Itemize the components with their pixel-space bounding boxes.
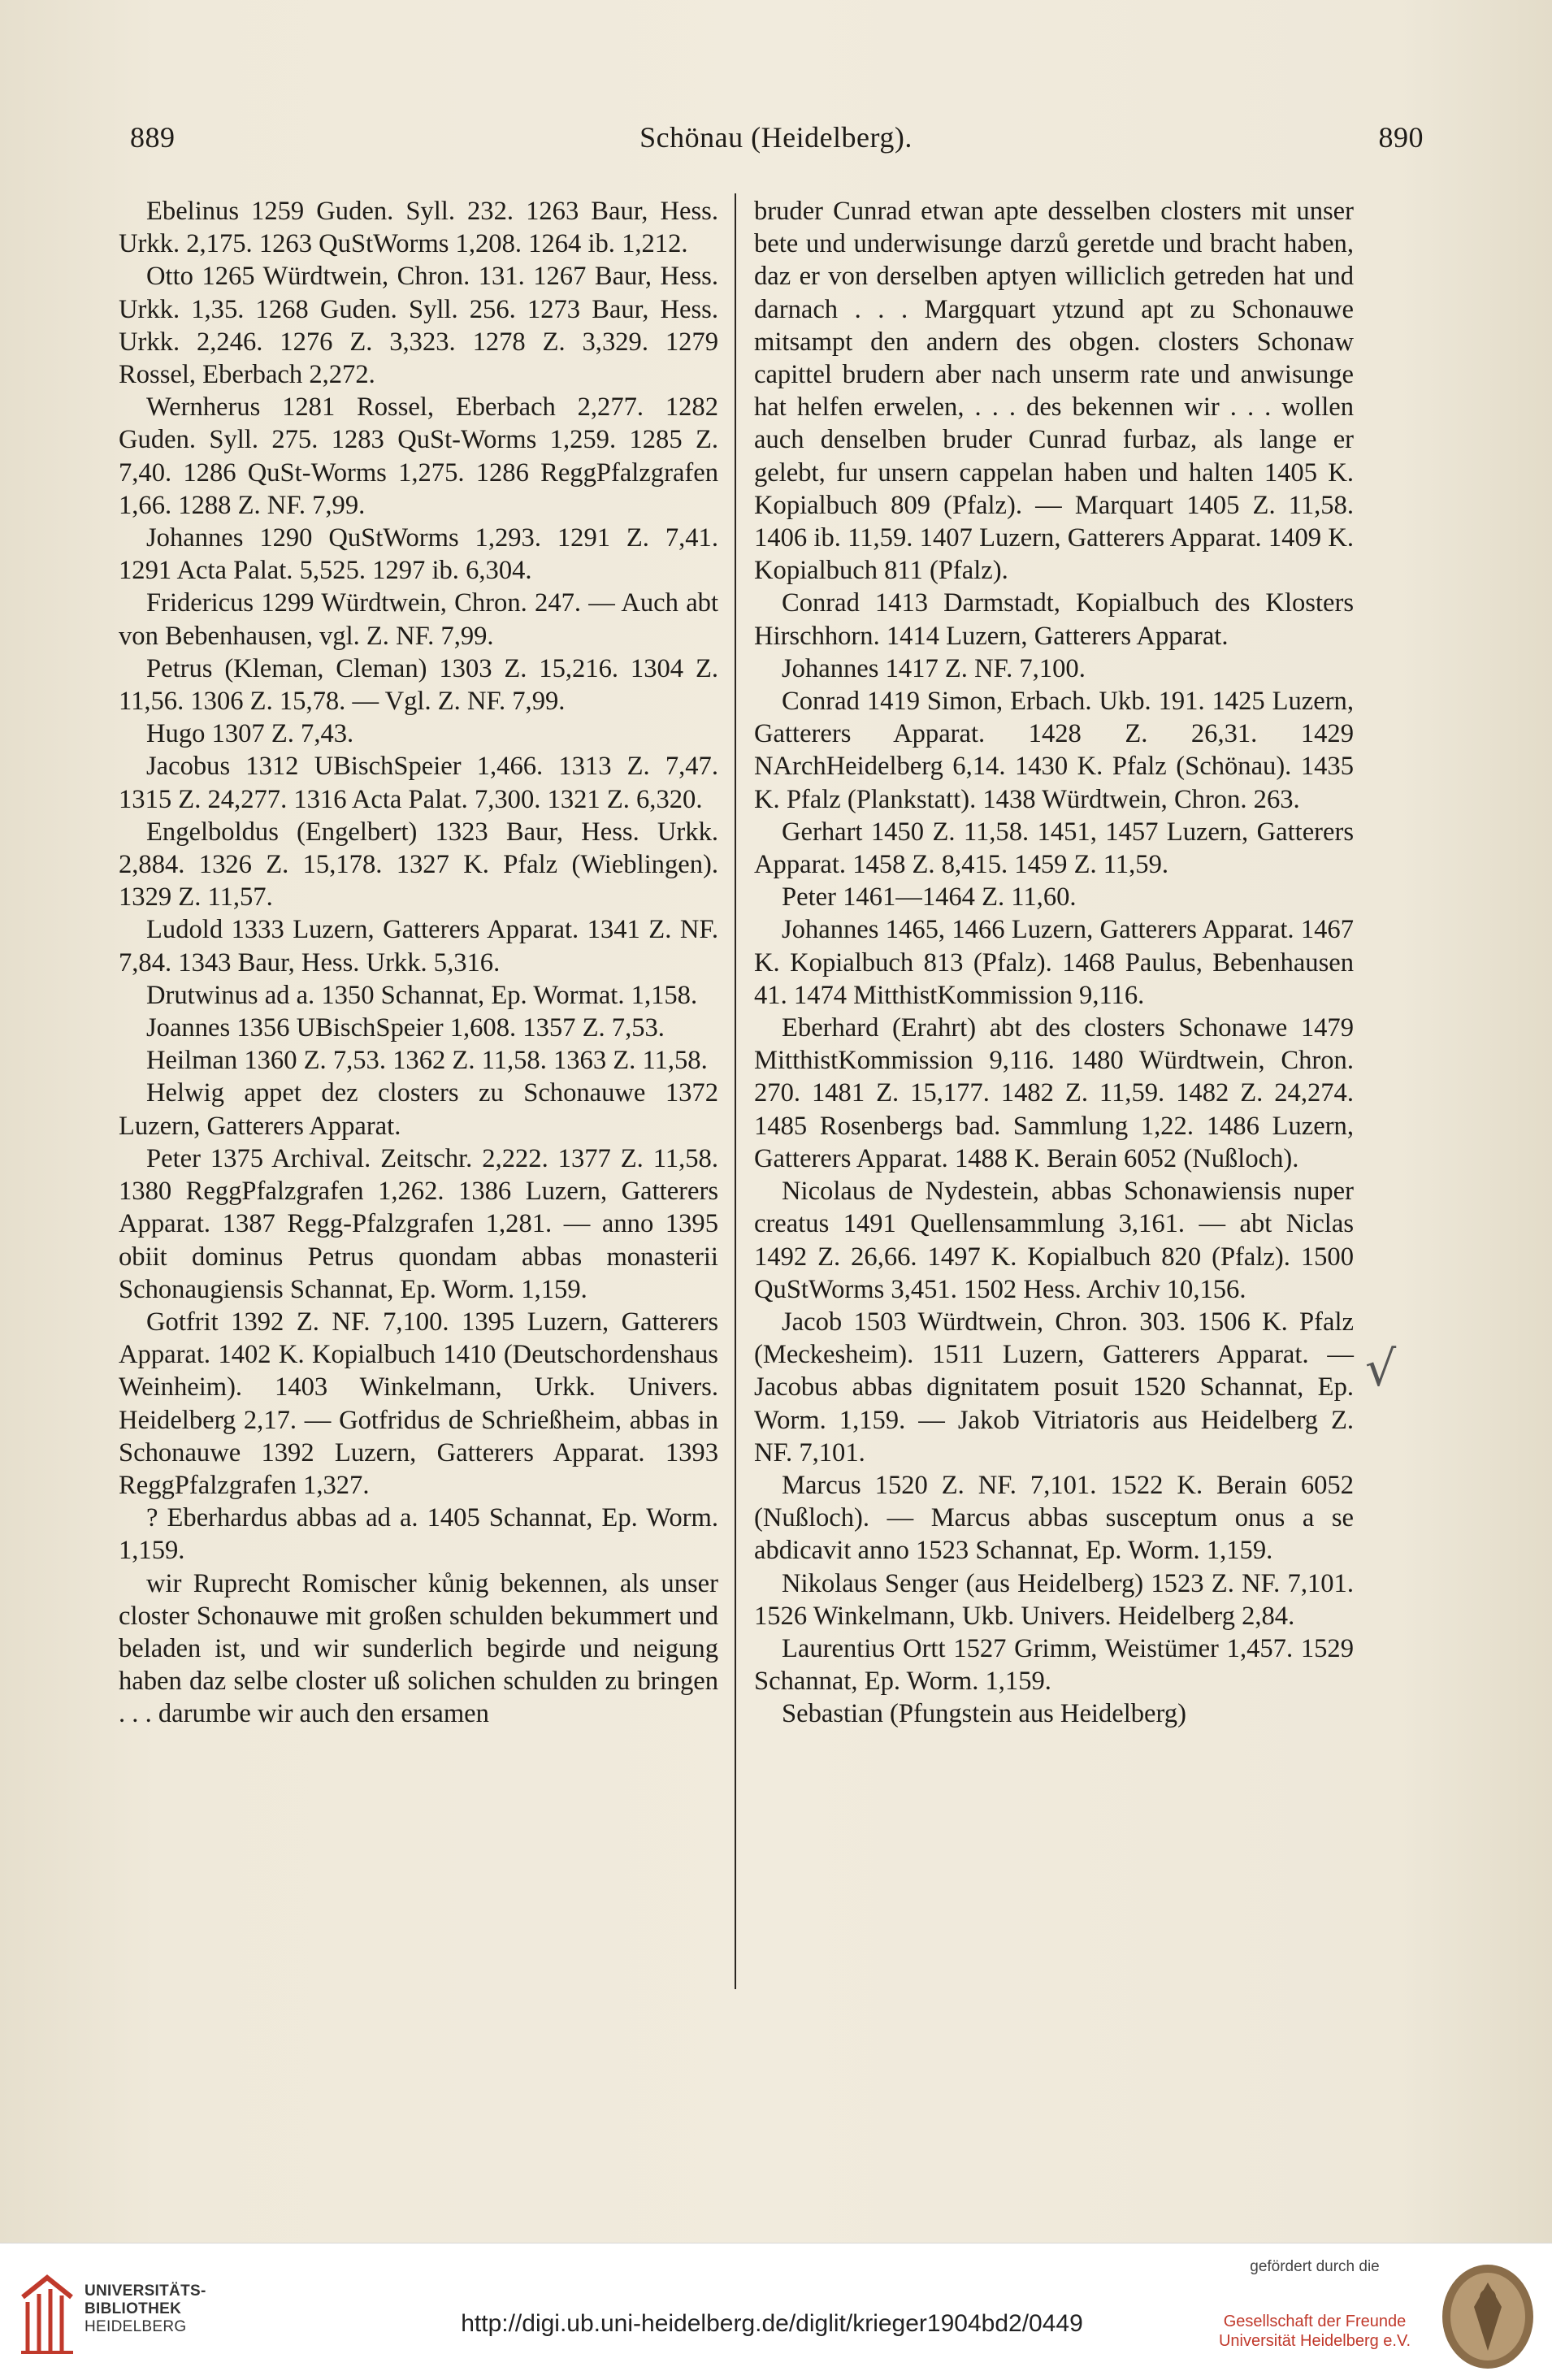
entry-paragraph: Marcus 1520 Z. NF. 7,101. 1522 K. Berain 6052 (Nußloch). — Marcus abbas susceptum onus a se abdicavit anno 1523 Schannat, Ep. Worm. 1,159. <box>754 1470 1354 1566</box>
running-title: Schönau (Heidelberg). <box>639 121 913 154</box>
entry-paragraph: Hugo 1307 Z. 7,43. <box>146 719 354 749</box>
digitization-footer <box>0 2243 1552 2380</box>
entry-paragraph: Petrus (Kleman, Cleman) 1303 Z. 15,216. 1304 Z. 11,56. 1306 Z. 15,78. — Vgl. Z. NF. 7,99. <box>119 653 718 717</box>
entry-paragraph: Helwig appet dez closters zu Schonauwe 1372 Luzern, Gatterers Apparat. <box>119 1078 718 1141</box>
column-divider <box>735 193 736 1989</box>
right-text-column <box>754 195 1354 1731</box>
entry-paragraph: wir Ruprecht Romischer kůnig bekennen, als unser closter Schonauwe mit großen schulden bekummert und beladen ist, und wir sunderlich begirde und neigung haben daz selbe closter uß solichen schulden zu bringen . . . darumbe wir auch den ersamen <box>119 1568 718 1729</box>
funded-by-label: gefördert durch die <box>1250 2258 1380 2275</box>
entry-paragraph: Drutwinus ad a. 1350 Schannat, Ep. Wormat. 1,158. <box>146 980 698 1010</box>
entry-paragraph: Johannes 1465, 1466 Luzern, Gatterers Apparat. 1467 K. Kopialbuch 813 (Pfalz). 1468 Paulus, Bebenhausen 41. 1474 MitthistKommission 9,116. <box>754 915 1354 1010</box>
left-page-number: 889 <box>130 121 176 154</box>
entry-paragraph: Otto 1265 Würdtwein, Chron. 131. 1267 Baur, Hess. Urkk. 1,35. 1268 Guden. Syll. 256. 1273 Baur, Hess. Urkk. 2,246. 1276 Z. 3,323. 1278 Z. 3,329. 1279 Rossel, Eberbach 2,272. <box>119 262 718 390</box>
entry-paragraph: ? Eberhardus abbas ad a. 1405 Schannat, Ep. Worm. 1,159. <box>119 1503 718 1566</box>
ub-logo-icon <box>15 2273 78 2356</box>
entry-paragraph: Peter 1375 Archival. Zeitschr. 2,222. 1377 Z. 11,58. 1380 ReggPfalzgrafen 1,262. 1386 Luzern, Gatterers Apparat. 1387 Regg-Pfalzgrafen 1,281. — anno 1395 obiit dominus Petrus quondam abbas monasterii Schonaugiensis Schannat, Ep. Worm. 1,159. <box>119 1143 718 1304</box>
entry-paragraph: Johannes 1290 QuStWorms 1,293. 1291 Z. 7,41. 1291 Acta Palat. 5,525. 1297 ib. 6,304. <box>119 523 718 586</box>
entry-paragraph: Sebastian (Pfungstein aus Heidelberg) <box>782 1699 1186 1729</box>
entry-paragraph: Jacob 1503 Würdtwein, Chron. 303. 1506 K. Pfalz (Meckesheim). 1511 Luzern, Gatterers Apparat. — Jacobus abbas dignitatem posuit 1520 Schannat, Ep. Worm. 1,159. — Jakob Vitriatoris aus Heidelberg Z. NF. 7,101. <box>754 1307 1354 1467</box>
entry-paragraph: Wernherus 1281 Rossel, Eberbach 2,277. 1282 Guden. Syll. 275. 1283 QuSt-Worms 1,259. 1285 Z. 7,40. 1286 QuSt-Worms 1,275. 1286 ReggPfalzgrafen 1,66. 1288 Z. NF. 7,99. <box>119 392 718 520</box>
entry-paragraph: Gotfrit 1392 Z. NF. 7,100. 1395 Luzern, Gatterers Apparat. 1402 K. Kopialbuch 1410 (Deutschordenshaus Weinheim). 1403 Winkelmann, Urkk. Univers. Heidelberg 2,17. — Gotfridus de Schrießheim, abbas in Schonauwe 1392 Luzern, Gatterers Apparat. 1393 ReggPfalzgrafen 1,327. <box>119 1307 718 1500</box>
entry-paragraph: Nikolaus Senger (aus Heidelberg) 1523 Z. NF. 7,101. 1526 Winkelmann, Ukb. Univers. Heidelberg 2,84. <box>754 1568 1354 1631</box>
entry-paragraph: Jacobus 1312 UBischSpeier 1,466. 1313 Z. 7,47. 1315 Z. 24,277. 1316 Acta Palat. 7,300. 1321 Z. 6,320. <box>119 752 718 814</box>
sponsor-name: Gesellschaft der Freunde Universität Heidelberg e.V. <box>1218 2313 1411 2350</box>
entry-paragraph: Gerhart 1450 Z. 11,58. 1451, 1457 Luzern, Gatterers Apparat. 1458 Z. 8,415. 1459 Z. 11,59. <box>754 817 1354 880</box>
library-name: UNIVERSITÄTS- BIBLIOTHEK HEIDELBERG <box>85 2282 206 2335</box>
entry-paragraph: Eberhard (Erahrt) abt des closters Schonawe 1479 MitthistKommission 9,116. 1480 Würdtwein, Chron. 270. 1481 Z. 15,177. 1482 Z. 11,59. 1482 Z. 24,274. 1485 Rosenbergs bad. Sammlung 1,22. 1486 Luzern, Gatterers Apparat. 1488 K. Berain 6052 (Nußloch). <box>754 1013 1354 1173</box>
entry-paragraph: Nicolaus de Nydestein, abbas Schonawiensis nuper creatus 1491 Quellensammlung 3,161. — abt Niclas 1492 Z. 26,66. 1497 K. Kopialbuch 820 (Pfalz). 1500 QuStWorms 3,451. 1502 Hess. Archiv 10,156. <box>754 1177 1354 1304</box>
entry-paragraph: Engelboldus (Engelbert) 1323 Baur, Hess. Urkk. 2,884. 1326 Z. 15,178. 1327 K. Pfalz (Wieblingen). 1329 Z. 11,57. <box>119 817 718 913</box>
entry-paragraph: Peter 1461—1464 Z. 11,60. <box>782 882 1077 913</box>
entry-paragraph: Heilman 1360 Z. 7,53. 1362 Z. 11,58. 1363 Z. 11,58. <box>146 1046 708 1076</box>
entry-paragraph: Conrad 1419 Simon, Erbach. Ukb. 191. 1425 Luzern, Gatterers Apparat. 1428 Z. 26,31. 1429 NArchHeidelberg 6,14. 1430 K. Pfalz (Schönau). 1435 K. Pfalz (Plankstatt). 1438 Würdtwein, Chron. 263. <box>754 687 1354 814</box>
left-text-column <box>119 195 718 1731</box>
entry-paragraph: Fridericus 1299 Würdtwein, Chron. 247. — Auch abt von Bebenhausen, vgl. Z. NF. 7,99. <box>119 588 718 651</box>
permalink-url[interactable]: http://digi.ub.uni-heidelberg.de/diglit/krieger1904bd2/0449 <box>461 2310 1083 2337</box>
right-page-number: 890 <box>1378 121 1424 154</box>
university-seal-icon <box>1438 2260 1537 2373</box>
entry-paragraph: Laurentius Ortt 1527 Grimm, Weistümer 1,457. 1529 Schannat, Ep. Worm. 1,159. <box>754 1633 1354 1697</box>
entry-paragraph: Joannes 1356 UBischSpeier 1,608. 1357 Z. 7,53. <box>146 1013 665 1043</box>
entry-paragraph: Johannes 1417 Z. NF. 7,100. <box>782 653 1086 683</box>
entry-paragraph: Ludold 1333 Luzern, Gatterers Apparat. 1341 Z. NF. 7,84. 1343 Baur, Hess. Urkk. 5,316. <box>119 915 718 978</box>
entry-paragraph: Ebelinus 1259 Guden. Syll. 232. 1263 Baur, Hess. Urkk. 2,175. 1263 QuStWorms 1,208. 1264 ib. 1,212. <box>119 197 718 259</box>
margin-checkmark: √ <box>1365 1341 1397 1398</box>
entry-paragraph: Conrad 1413 Darmstadt, Kopialbuch des Klosters Hirschhorn. 1414 Luzern, Gatterers Apparat. <box>754 588 1354 651</box>
entry-paragraph: bruder Cunrad etwan apte desselben closters mit unser bete und underwisunge darzů geretde und bracht haben, daz er von derselben aptyen williclich getreden hat und darnach . . . Margquart ytzund apt zu Schonauwe mitsampt den andern des obgen. closters Schonaw capittel brudern aber nach unserm rate und anwisunge hat helfen erwelen, . . . des bekennen wir . . . wollen auch denselben bruder Cunrad furbaz, als lange er gelebt, fur unsern cappelan haben und halten 1405 K. Kopialbuch 809 (Pfalz). — Marquart 1405 Z. 11,58. 1406 ib. 11,59. 1407 Luzern, Gatterers Apparat. 1409 K. Kopialbuch 811 (Pfalz). <box>754 197 1354 586</box>
